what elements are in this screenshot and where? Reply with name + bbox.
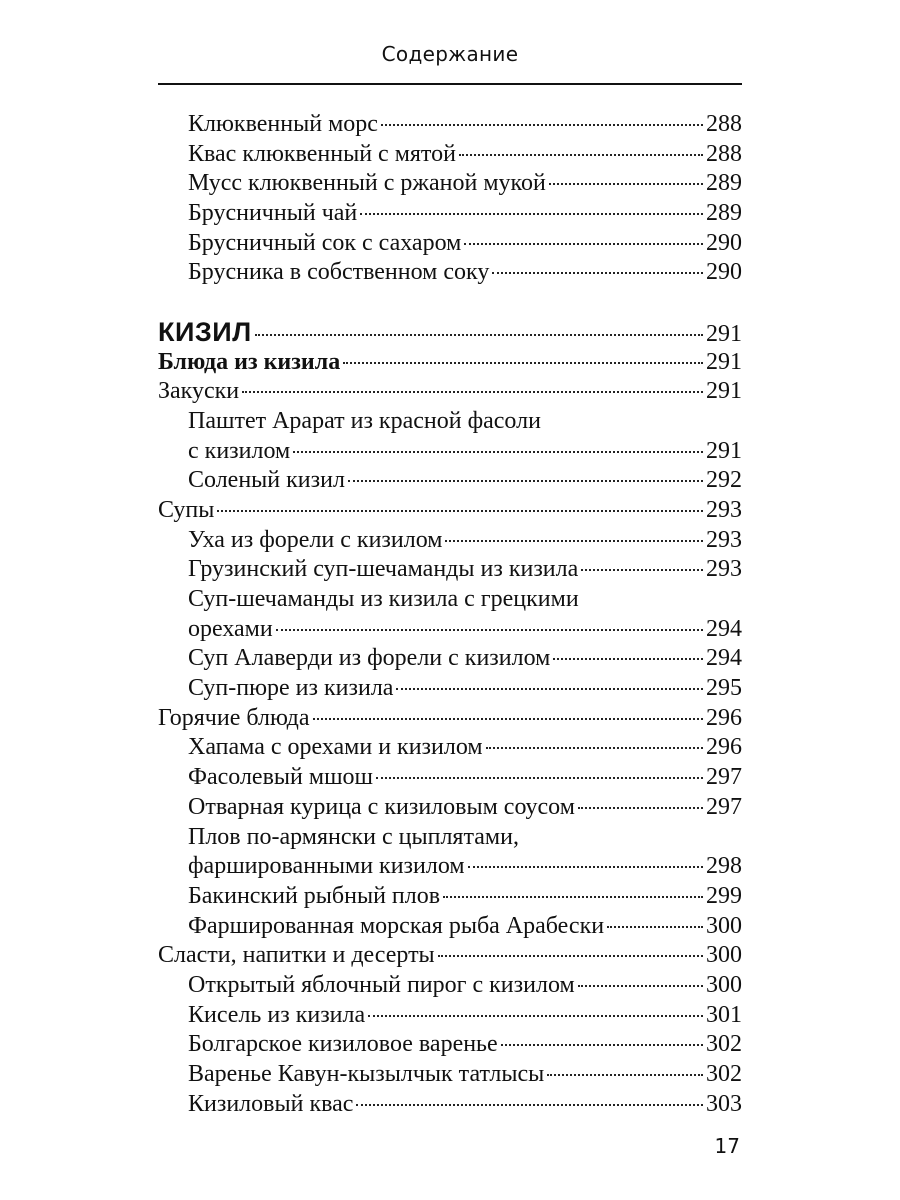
toc-entry-page: 302 [706,1031,742,1058]
toc-entry[interactable] [158,169,742,199]
toc-entry-title: Брусника в собственном соку [188,259,490,286]
toc-category-title: Супы [158,496,215,523]
toc-entry[interactable] [158,110,742,140]
toc-entry-title-line1[interactable]: Паштет Арарат из красной фасоли [188,407,541,434]
toc-entry-title: Брусничный сок с сахаром [188,229,462,256]
toc-entry[interactable] [158,1090,742,1120]
toc-entry[interactable] [158,199,742,229]
page-number: 17 [714,1134,740,1158]
toc-entry-page: 293 [706,526,742,553]
toc-entry-title: Кизиловый квас [188,1090,354,1117]
toc-entry[interactable] [158,1060,742,1090]
dot-leader [501,1044,703,1046]
toc-entry[interactable] [158,437,742,467]
toc-entry-page: 291 [706,378,742,405]
dot-leader [348,480,703,482]
toc-section-title: КИЗИЛ [158,316,252,347]
toc-entry[interactable] [158,644,742,674]
toc-entry[interactable] [158,852,742,882]
dot-leader [255,334,703,336]
dot-leader [242,391,703,393]
toc-entry-page: 300 [706,912,742,939]
toc-entry-page: 297 [706,764,742,791]
toc-entry-title: Суп-пюре из кизила [188,675,394,702]
dot-leader [578,807,703,809]
dot-leader [313,718,703,720]
toc-entry-title: Клюквенный морс [188,111,378,137]
dot-leader [464,243,703,245]
toc-entry-title: Фаршированная морская рыба Арабески [188,912,605,939]
toc-entry-page: 290 [706,259,742,286]
toc-entry-title: Открытый яблочный пирог с кизилом [188,971,575,998]
toc-entry-title: Хапама с орехами и кизилом [188,734,483,761]
toc-entry[interactable] [158,466,742,496]
toc-entry-title: Грузинский суп-шечаманды из кизила [188,556,579,583]
toc-entry-title: Мусс клюквенный с ржаной мукой [188,170,546,197]
toc-category-title: Горячие блюда [158,704,310,731]
toc-category[interactable] [158,704,742,734]
toc-entry-page: 291 [706,320,742,347]
toc-entry-title: Суп Алаверди из форели с кизилом [188,645,551,672]
toc-entry-title: Брусничный чай [188,200,358,227]
dot-leader [343,362,703,364]
toc-entry-page: 294 [706,615,742,642]
table-of-contents [158,110,742,1119]
toc-category[interactable] [158,941,742,971]
running-head: Содержание [381,42,519,66]
toc-entry-title: фаршированными кизилом [188,853,465,880]
dot-leader [376,777,703,779]
toc-entry-title-line1[interactable]: Плов по-армянски с цыплятами, [188,823,519,850]
toc-entry-title: Варенье Кавун-кызылчык татлысы [188,1061,545,1087]
toc-category-title: Сласти, напитки и десерты [158,942,435,969]
toc-entry-page: 302 [706,1061,742,1087]
toc-entry-page: 291 [706,437,742,464]
dot-leader [438,955,703,957]
toc-entry-page: 300 [706,942,742,969]
dot-leader [381,124,703,126]
toc-entry-page: 289 [706,170,742,197]
toc-entry[interactable] [158,971,742,1001]
dot-leader [445,540,703,542]
toc-entry-page: 299 [706,882,742,909]
dot-leader [276,629,703,631]
toc-entry[interactable] [158,140,742,170]
dot-leader [360,213,703,215]
dot-leader [607,926,703,928]
toc-entry-page: 294 [706,645,742,672]
dot-leader [459,154,703,156]
toc-entry[interactable] [158,229,742,259]
toc-entry-title: Кисель из кизила [188,1001,366,1028]
toc-entry[interactable] [158,526,742,556]
toc-entry-page: 289 [706,200,742,227]
toc-entry-title: Бакинский рыбный плов [188,882,441,909]
dot-leader [356,1104,703,1106]
dot-leader [578,985,703,987]
toc-entry-title: Отварная курица с кизиловым соусом [188,793,575,820]
dot-leader [553,658,703,660]
toc-entry-page: 303 [706,1090,742,1117]
toc-entry-page: 292 [706,467,742,494]
toc-entry[interactable] [158,615,742,645]
toc-entry-title: с кизилом [188,437,291,464]
header-rule [158,83,742,85]
toc-entry-title: Фасолевый мшош [188,764,374,791]
dot-leader [549,183,703,185]
dot-leader [581,569,703,571]
toc-entry[interactable] [158,1030,742,1060]
toc-entry-page: 296 [706,734,742,761]
toc-entry[interactable] [158,258,742,288]
toc-entry[interactable] [158,882,742,912]
dot-leader [217,510,703,512]
toc-entry-title: Болгарское кизиловое варенье [188,1031,498,1058]
toc-entry[interactable] [158,793,742,823]
dot-leader [293,451,703,453]
toc-entry-title: орехами [188,615,273,642]
toc-entry-page: 293 [706,496,742,523]
toc-entry[interactable] [158,1001,742,1031]
toc-entry[interactable] [158,763,742,793]
toc-category-title: Закуски [158,378,240,405]
toc-entry-title: Уха из форели с кизилом [188,526,443,553]
toc-entry-page: 290 [706,229,742,256]
dot-leader [486,747,703,749]
dot-leader [468,866,703,868]
toc-subsection-title: Блюда из кизила [158,348,341,375]
toc-entry[interactable] [158,733,742,763]
toc-entry-title-line1[interactable]: Суп-шечаманды из кизила с грецкими [188,586,579,612]
toc-subsection-heading[interactable] [158,348,742,378]
toc-entry-page: 288 [706,111,742,137]
dot-leader [443,896,703,898]
dot-leader [368,1015,703,1017]
toc-entry-title: Квас клюквенный с мятой [188,140,456,167]
toc-entry-page: 298 [706,853,742,880]
toc-entry-page: 296 [706,704,742,731]
dot-leader [396,688,703,690]
toc-entry[interactable] [158,555,742,585]
toc-category[interactable] [158,377,742,407]
toc-entry-page: 301 [706,1001,742,1028]
dot-leader [492,272,703,274]
toc-entry-page: 300 [706,971,742,998]
toc-entry-title: Соленый кизил [188,467,345,494]
toc-entry-page: 291 [706,348,742,375]
toc-entry[interactable] [158,674,742,704]
toc-section-heading[interactable] [158,318,742,348]
dot-leader [547,1074,703,1076]
toc-entry-page: 297 [706,793,742,820]
toc-entry-page: 293 [706,556,742,583]
toc-category[interactable] [158,496,742,526]
toc-entry-page: 295 [706,675,742,702]
toc-entry-page: 288 [706,140,742,167]
toc-entry[interactable] [158,912,742,942]
